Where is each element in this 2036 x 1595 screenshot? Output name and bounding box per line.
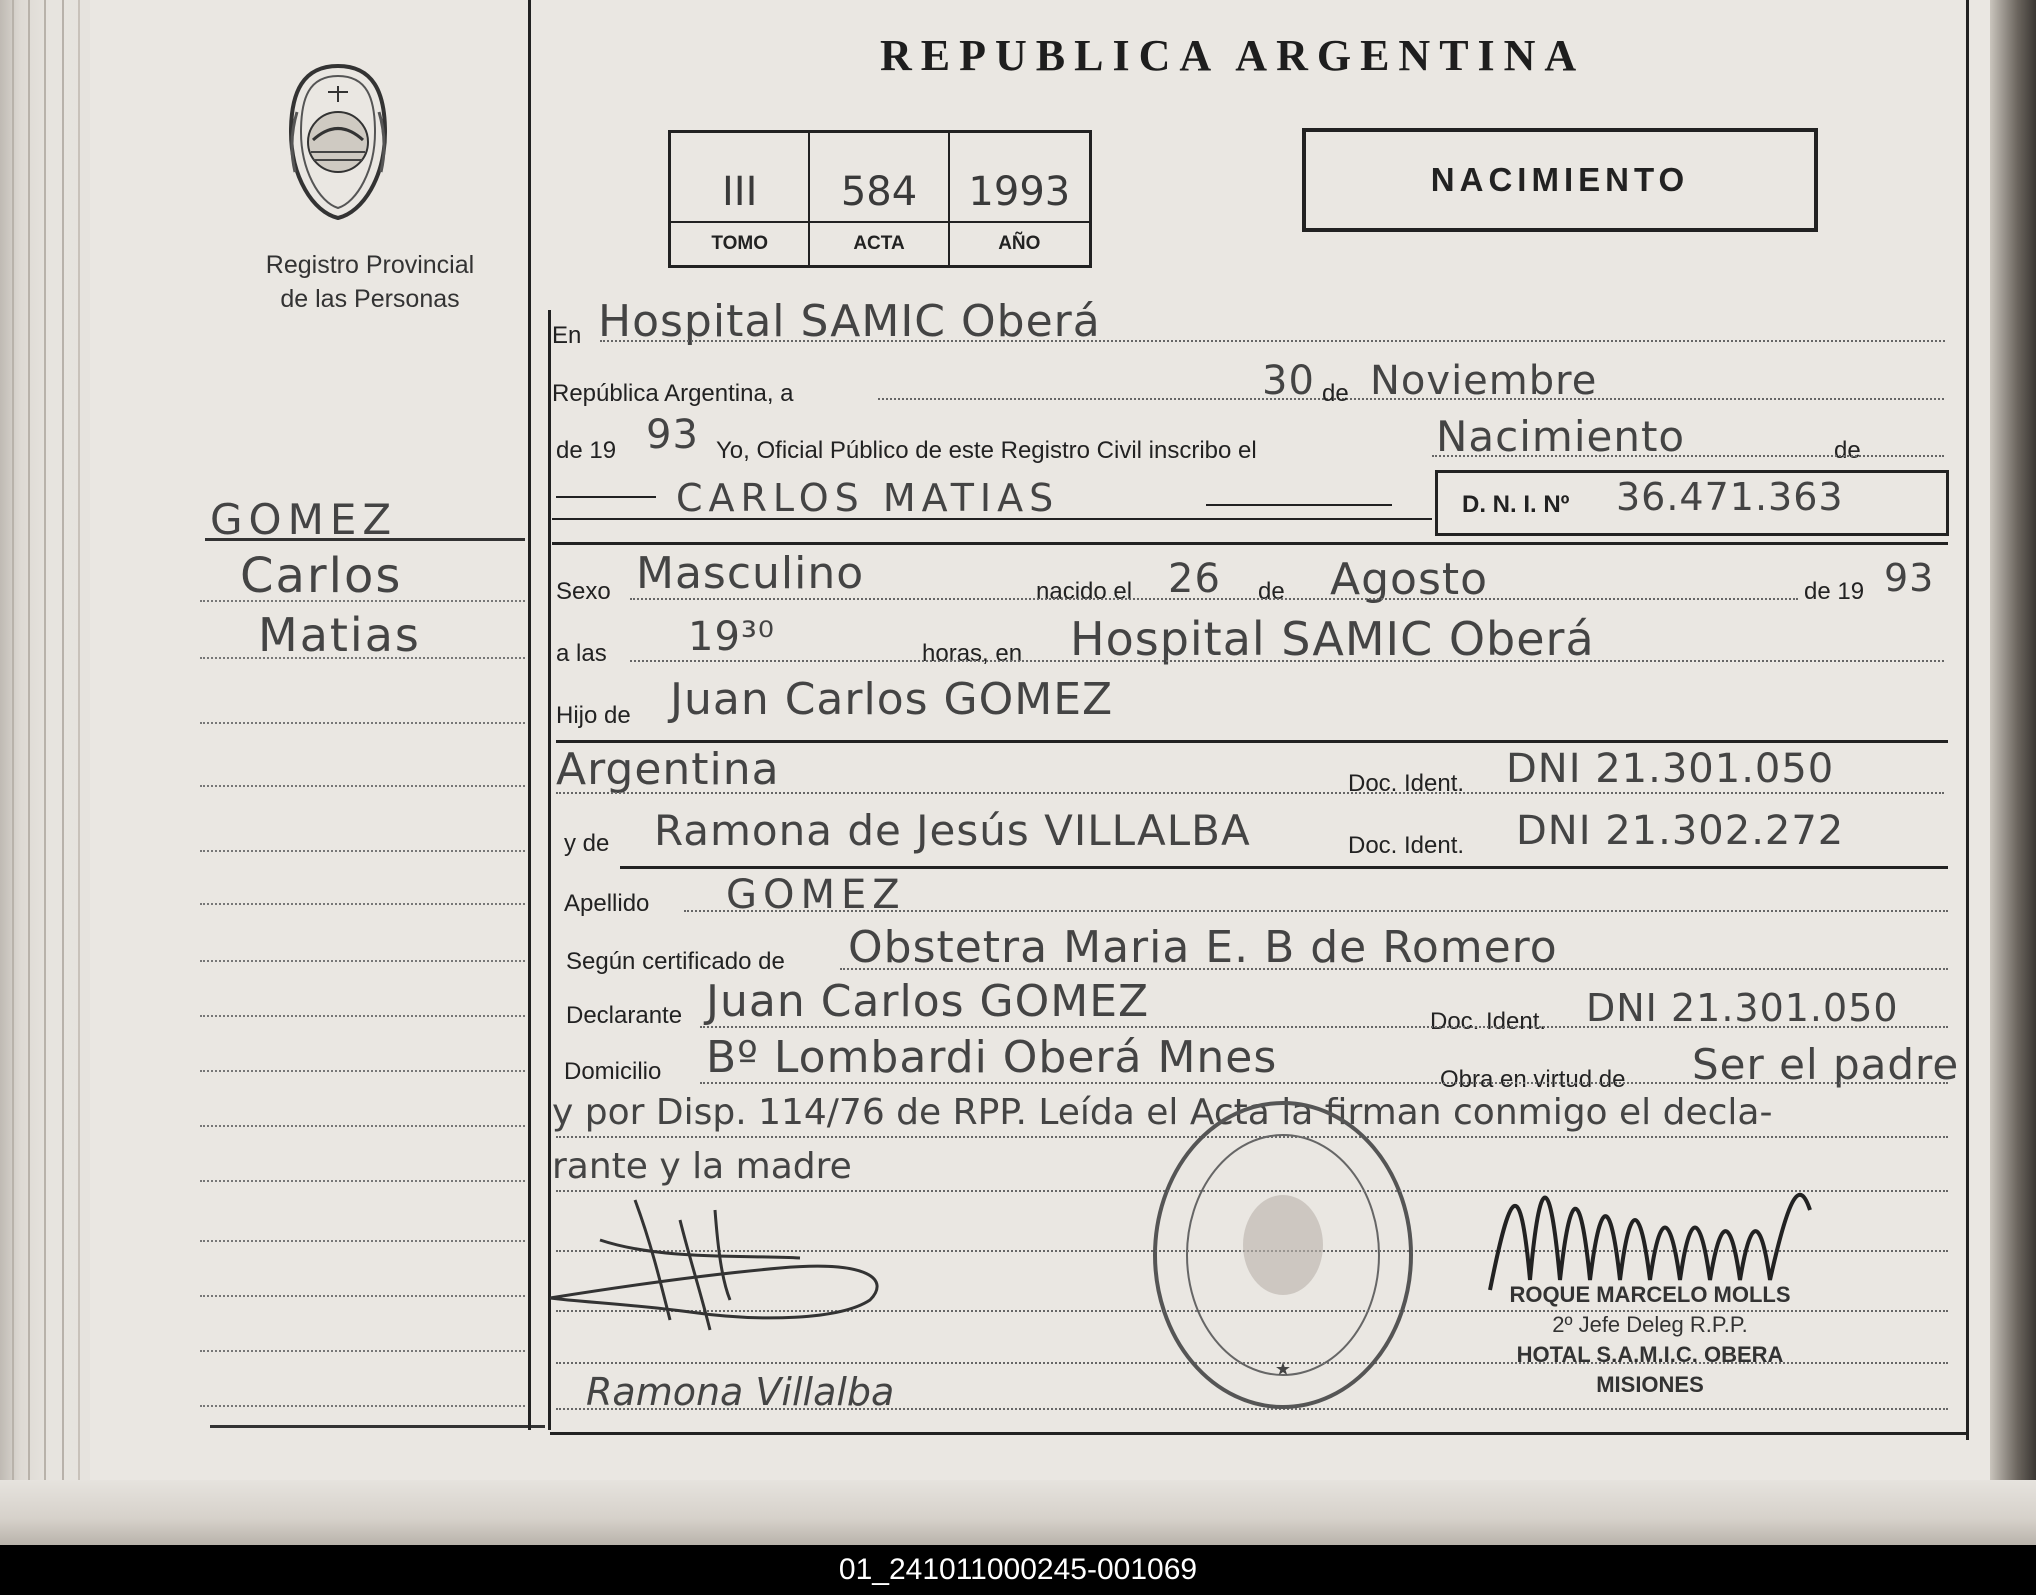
mother-doc: DNI 21.302.272 [1516, 808, 1845, 854]
sexo-label: Sexo [556, 578, 611, 605]
republic-label: República Argentina, a [552, 380, 794, 407]
registration-day: 30 [1262, 358, 1315, 404]
act-type: Nacimiento [1436, 412, 1686, 461]
acta-label: ACTA [810, 223, 949, 265]
margin-middle-name: Matias [258, 608, 421, 662]
frame-right-border [1966, 0, 1969, 1440]
authority-value-2: y por Disp. 114/76 de RPP. Leída el Acta la firman conmigo el decla- [552, 1092, 1773, 1133]
margin-rule [200, 785, 525, 787]
margin-surname: GOMEZ [210, 495, 398, 544]
child-name-dash [1206, 504, 1392, 506]
margin-divider [205, 538, 525, 541]
father-name: Juan Carlos GOMEZ [670, 674, 1114, 725]
declarant-doc-label: Doc. Ident. [1430, 1008, 1547, 1035]
margin-rule [200, 1070, 525, 1072]
officer-title: 2º Jefe Deleg R.P.P. [1552, 1312, 1748, 1337]
official-stamp [1148, 1095, 1418, 1415]
mother-signature: Ramona Villalba [586, 1370, 895, 1414]
de19-label: de 19 [556, 437, 617, 464]
mother-name: Ramona de Jesús VILLALBA [654, 806, 1251, 855]
year-value: 1993 [950, 133, 1089, 223]
dni-label: D. N. I. Nº [1462, 491, 1570, 518]
certifier-value: Obstetra Maria E. B de Romero [848, 922, 1558, 973]
registry-name [210, 248, 530, 316]
sexo-dotted-line [630, 598, 1798, 600]
nacido-label: nacido el [1036, 578, 1133, 605]
authority-value-3: rante y la madre [552, 1146, 852, 1187]
segun-dotted-line [840, 968, 1948, 970]
father-doc: DNI 21.301.050 [1506, 746, 1835, 792]
father-doc-dotted-line [556, 792, 1944, 794]
margin-rule [200, 1180, 525, 1182]
svg-text:★: ★ [1274, 1359, 1292, 1379]
margin-rule [200, 1405, 525, 1407]
officer-office: HOTAL S.A.M.I.C. OBERA [1516, 1342, 1784, 1367]
birth-time: 19³⁰ [688, 614, 775, 660]
margin-rule [200, 960, 525, 962]
yde-label: y de [564, 830, 610, 857]
alas-label: a las [556, 640, 607, 667]
officer-signature [1470, 1150, 1930, 1300]
birth-day: 26 [1168, 556, 1221, 602]
domicilio-dotted-line [700, 1082, 1948, 1084]
margin-rule [200, 657, 525, 659]
surname-value: GOMEZ [726, 872, 906, 918]
acta-value: 584 [810, 133, 949, 223]
apellido-dotted-line [684, 910, 1948, 912]
de-end-label: de [1834, 437, 1861, 464]
mother-row-rule [620, 866, 1948, 869]
margin-rule [200, 903, 525, 905]
en-label: En [552, 322, 582, 349]
obra-label: Obra en virtud de [1440, 1066, 1626, 1093]
apellido-label: Apellido [564, 890, 650, 917]
page-bottom-edge [0, 1480, 2036, 1545]
hijo-label: Hijo de [556, 702, 631, 729]
record-id-grid [668, 130, 1092, 268]
registration-month: Noviembre [1370, 358, 1598, 404]
margin-rule [200, 722, 525, 724]
image-caption: 01_241011000245-001069 [0, 1545, 2036, 1595]
declarant-value: Juan Carlos GOMEZ [706, 976, 1150, 1027]
margin-first-name: Carlos [240, 548, 403, 604]
address-value: Bº Lombardi Oberá Mnes [706, 1032, 1278, 1083]
republic-de-label: de [1322, 380, 1349, 407]
margin-rule [200, 1350, 525, 1352]
alas-dotted-line [630, 660, 1944, 662]
registry-line-1: Registro Provincial [265, 251, 475, 279]
mother-doc-label: Doc. Ident. [1348, 832, 1465, 859]
year-label: AÑO [998, 233, 1041, 254]
margin-rule [200, 1240, 525, 1242]
sex-value: Masculino [636, 548, 865, 599]
child-name-dash [556, 496, 656, 498]
margin-rule [200, 850, 525, 852]
authority-value-1: Ser el padre [1692, 1040, 1960, 1089]
act-dotted-line [1432, 455, 1944, 457]
declarant-doc: DNI 21.301.050 [1586, 986, 1899, 1030]
child-row-rule [552, 518, 1432, 520]
frame-bottom-border [550, 1432, 1968, 1435]
horas-label: horas, en [922, 640, 1023, 667]
margin-bottom-rule [210, 1425, 545, 1428]
officer-name: ROQUE MARCELO MOLLS [1509, 1282, 1791, 1307]
registry-line-2: de las Personas [280, 285, 460, 313]
declarant-signature [540, 1180, 920, 1340]
page-stack-edge [0, 0, 90, 1545]
country-title: REPUBLICA ARGENTINA [880, 31, 1586, 80]
record-type-box: NACIMIENTO [1302, 128, 1818, 232]
officer-province: MISIONES [1596, 1372, 1704, 1397]
margin-rule [200, 1295, 525, 1297]
father-nationality: Argentina [556, 744, 780, 795]
father-row-rule [556, 740, 1948, 743]
dni-value: 36.471.363 [1616, 475, 1844, 519]
frame-left-border [528, 0, 531, 1430]
birth-place: Hospital SAMIC Oberá [1070, 612, 1595, 666]
tomo-value: III [671, 133, 810, 223]
declarante-dotted-line [700, 1026, 1948, 1028]
officer-block [1420, 1280, 1880, 1400]
declarante-label: Declarante [566, 1002, 683, 1029]
margin-rule [200, 1125, 525, 1127]
province-seal-logo [283, 62, 393, 222]
birth-month: Agosto [1330, 554, 1489, 605]
inscribe-text: Yo, Oficial Público de este Registro Civil inscribo el [716, 437, 1257, 464]
place-dotted-line [600, 340, 1945, 342]
segun-label: Según certificado de [566, 948, 785, 975]
registration-year-suffix: 93 [646, 412, 699, 458]
birth-de-label: de [1258, 578, 1285, 605]
birth-year-suffix: 93 [1884, 556, 1935, 600]
domicilio-label: Domicilio [564, 1058, 662, 1085]
father-doc-label: Doc. Ident. [1348, 770, 1465, 797]
child-name: CARLOS MATIAS [676, 476, 1060, 520]
page-right-shadow [1990, 0, 2036, 1545]
birth-de19-label: de 19 [1804, 578, 1865, 605]
margin-rule [200, 1015, 525, 1017]
tomo-label: TOMO [671, 223, 810, 265]
place-value: Hospital SAMIC Oberá [598, 296, 1101, 347]
margin-rule [200, 600, 525, 602]
dni-box [1435, 470, 1949, 536]
section-rule [552, 542, 1948, 545]
